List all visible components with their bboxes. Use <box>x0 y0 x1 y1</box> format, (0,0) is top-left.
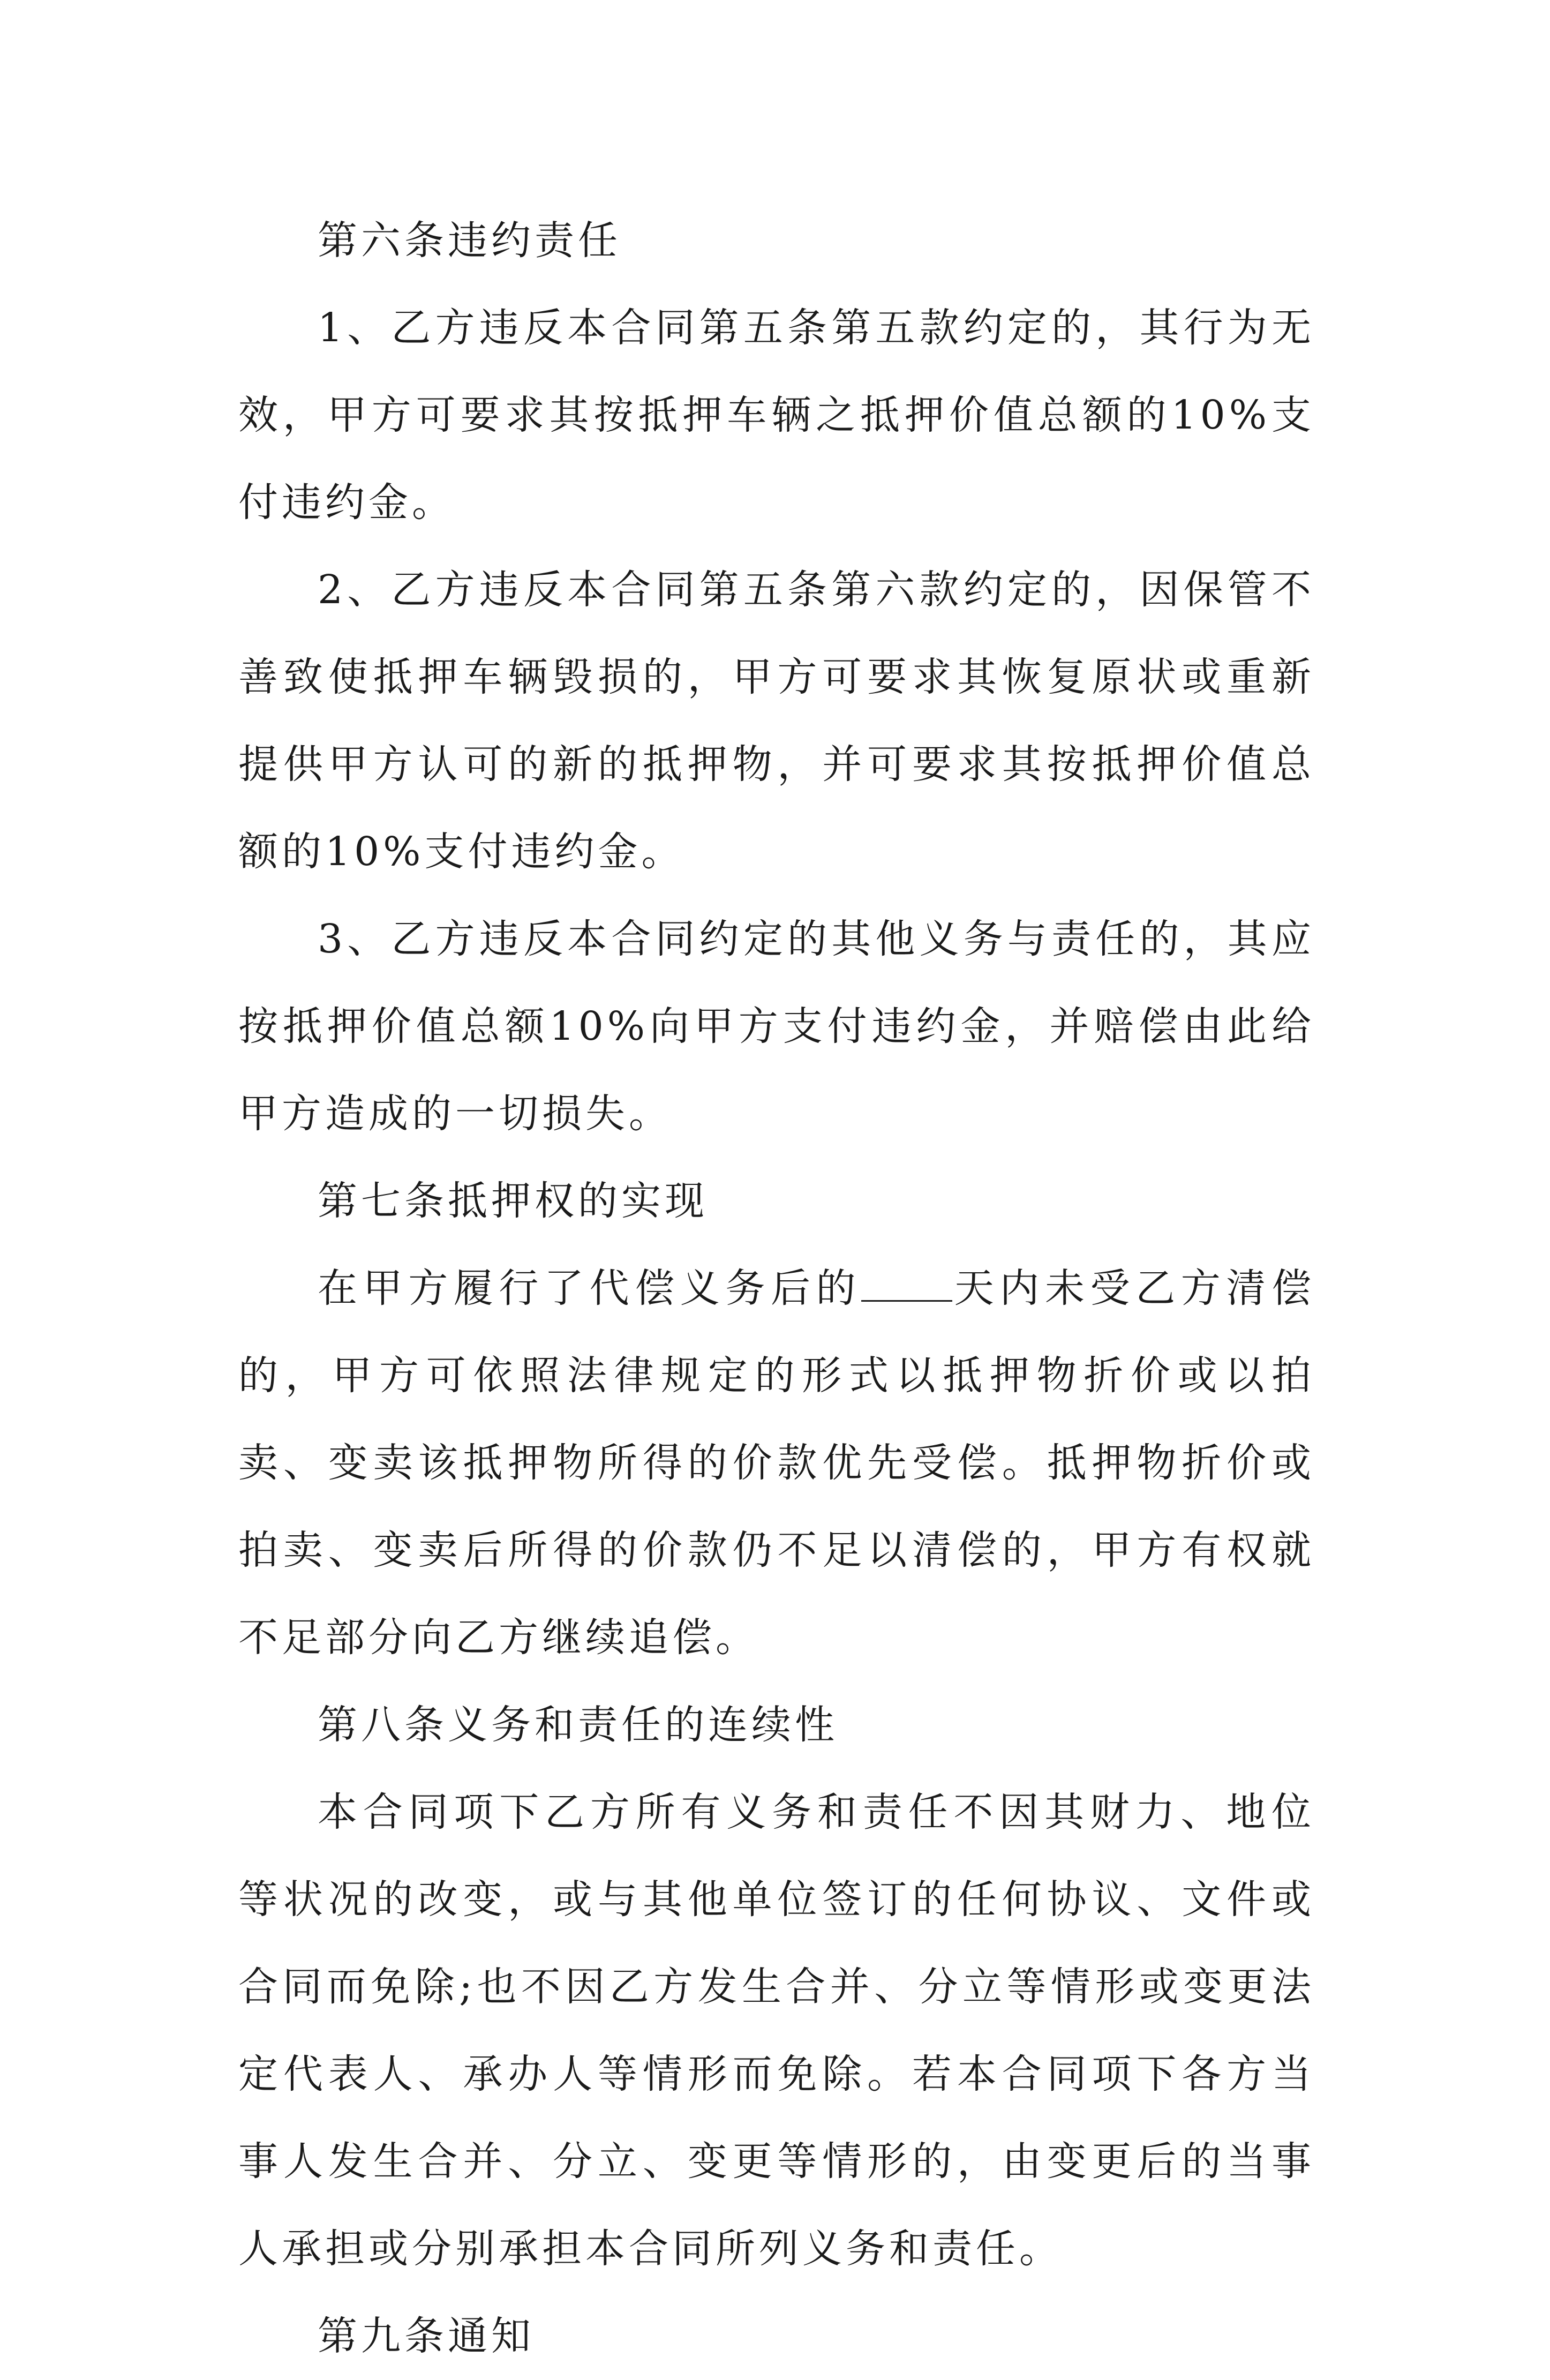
article-8-heading: 第八条义务和责任的连续性 <box>318 1702 838 1748</box>
article-8-paragraph: 本合同项下乙方所有义务和责任不因其财力、地位等状况的改变，或与其他单位签订的任何协议、文件或合同而免除;也不因乙方发生合并、分立等情形或变更法定代表人、承办人等情形而免除。若本合同项下各方当事人发生合并、分立、变更等情形的，由变更后的当事人承担或分别承担本合同所列义务和责任。 <box>238 1789 1315 2272</box>
article-6-clause-2: 2、乙方违反本合同第五条第六款约定的，因保管不善致使抵押车辆毁损的，甲方可要求其恢复原状或重新提供甲方认可的新的抵押物，并可要求其按抵押价值总额的10%支付违约金。 <box>238 567 1315 875</box>
article-6-clause-1: 1、乙方违反本合同第五条第五款约定的，其行为无效，甲方可要求其按抵押车辆之抵押价值总额的10%支付违约金。 <box>238 305 1315 525</box>
days-blank-field <box>861 1268 952 1302</box>
article-7-text-before-blank: 在甲方履行了代偿义务后的 <box>318 1265 862 1311</box>
article-9-heading: 第九条通知 <box>318 2313 535 2359</box>
article-7-heading: 第七条抵押权的实现 <box>318 1178 708 1224</box>
article-7-text-after-blank: 天内未受乙方清偿的，甲方可依照法律规定的形式以抵押物折价或以拍卖、变卖该抵押物所得的价款优先受偿。抵押物折价或拍卖、变卖后所得的价款仍不足以清偿的，甲方有权就不足部分向乙方继续追偿。 <box>238 1265 1315 1661</box>
article-7-paragraph <box>238 1245 1315 1681</box>
document-body <box>238 197 1315 2380</box>
article-6-clause-3: 3、乙方违反本合同约定的其他义务与责任的，其应按抵押价值总额10%向甲方支付违约金，并赔偿由此给甲方造成的一切损失。 <box>238 916 1315 1137</box>
article-6-heading: 第六条违约责任 <box>318 217 621 264</box>
